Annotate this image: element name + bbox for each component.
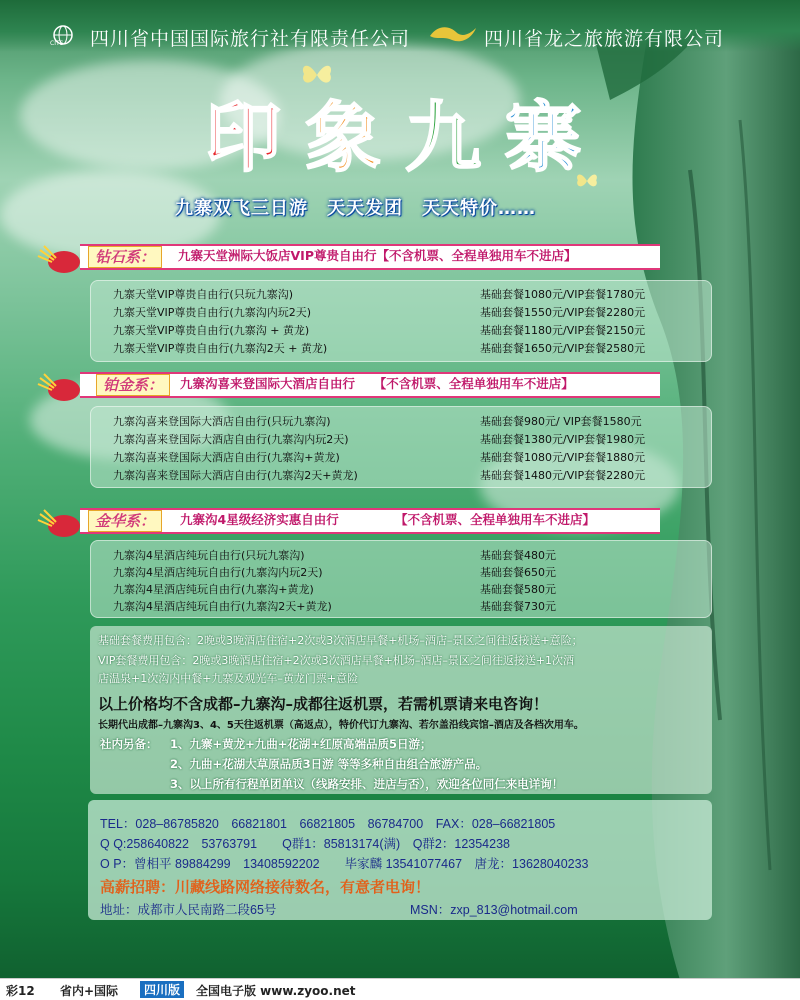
contact-qq: Q Q:258640822 53763791 Q群1：85813174(满) Q群2：12354238 — [100, 837, 510, 851]
firework-rocket-icon — [36, 506, 86, 542]
firework-rocket-icon — [36, 370, 86, 406]
title-char: 九 — [405, 93, 481, 182]
vip-package-includes: VIP套餐费用包含：2晚或3晚酒店住宿+2次或3次酒店早餐+机场–酒店–景区之间往返接送+1次酒 — [98, 654, 575, 667]
basic-package-includes: 基础套餐费用包含：2晚或3晚酒店住宿+2次或3次酒店早餐+机场–酒店–景区之间往返接送+意险； — [98, 634, 583, 647]
contact-operators: O P：曾相平 89884299 13408592202 毕家麟 13541077467 唐龙：13628040233 — [100, 857, 589, 871]
subtitle-slogan: 九寨双飞三日游 天天发团 天天特价…… — [175, 198, 536, 219]
package-price: 基础套餐1550元/VIP套餐2280元 — [480, 306, 646, 319]
package-item: 九寨沟4星酒店纯玩自由行(只玩九寨沟) — [113, 549, 305, 562]
section-desc-diamond: 九寨天堂洲际大饭店VIP尊贵自由行【不含机票、全程单独用车不进店】 — [178, 248, 577, 263]
extra-label: 社内另备： — [100, 737, 158, 751]
package-price: 基础套餐650元 — [480, 566, 556, 579]
package-price: 基础套餐730元 — [480, 600, 556, 613]
package-price: 基础套餐980元/ VIP套餐1580元 — [480, 415, 642, 428]
company-name-left: 四川省中国国际旅行社有限责任公司 — [90, 28, 411, 50]
footer-edition-badge: 四川版 — [140, 981, 184, 998]
firework-rocket-icon — [36, 242, 86, 278]
recruitment-notice: 高薪招聘：川藏线路网络接待数名，有意者电询！ — [100, 879, 431, 896]
section-desc-platinum: 九寨沟喜来登国际大酒店自由行 【不含机票、全程单独用车不进店】 — [180, 376, 574, 391]
extra-item: 3、以上所有行程单团单议（线路安排、进店与否），欢迎各位同仁来电详询！ — [170, 777, 564, 791]
extra-item: 1、九寨+黄龙+九曲+花湖+红原高端品质5日游； — [170, 737, 432, 751]
package-price: 基础套餐1380元/VIP套餐1980元 — [480, 433, 646, 446]
package-item: 九寨天堂VIP尊贵自由行(只玩九寨沟) — [113, 288, 293, 301]
main-title — [205, 92, 605, 182]
package-price: 基础套餐1180元/VIP套餐2150元 — [480, 324, 646, 337]
vip-package-includes-cont: 店温泉+1次沟内中餐+九寨及观光车–黄龙门票+意险 — [98, 672, 359, 685]
section-desc-gold: 九寨沟4星级经济实惠自由行 【不含机票、全程单独用车不进店】 — [180, 512, 595, 527]
section-name-diamond: 钻石系： — [88, 246, 162, 268]
butterfly-icon — [300, 60, 334, 90]
package-price: 基础套餐1480元/VIP套餐2280元 — [480, 469, 646, 482]
package-item: 九寨沟4星酒店纯玩自由行(九寨沟内玩2天) — [113, 566, 323, 579]
package-item: 九寨沟喜来登国际大酒店自由行(九寨沟内玩2天) — [113, 433, 349, 446]
contact-address: 地址：成都市人民南路二段65号 — [100, 903, 277, 917]
package-item: 九寨沟喜来登国际大酒店自由行(只玩九寨沟) — [113, 415, 331, 428]
package-item: 九寨天堂VIP尊贵自由行(九寨沟2天 + 黄龙) — [113, 342, 328, 355]
contact-msn: MSN：zxp_813@hotmail.com — [410, 903, 578, 917]
agent-service-note: 长期代出成都–九寨沟3、4、5天往返机票（高返点），特价代订九寨沟、若尔盖沿线宾馆–酒店及各档次用车。 — [98, 720, 584, 731]
footer-bar — [0, 978, 800, 1000]
package-item: 九寨沟4星酒店纯玩自由行(九寨沟+黄龙) — [113, 583, 314, 596]
title-char: 象 — [305, 93, 381, 182]
package-price: 基础套餐480元 — [480, 549, 556, 562]
section-name-platinum: 铂金系： — [96, 374, 170, 396]
contact-tel-fax: TEL：028–86785820 66821801 66821805 86784700 FAX：028–66821805 — [100, 817, 556, 831]
title-char: 印 — [205, 93, 281, 182]
company-name-right: 四川省龙之旅旅游有限公司 — [484, 28, 725, 50]
package-price: 基础套餐580元 — [480, 583, 556, 596]
cits-logo-text: CITS — [50, 40, 64, 47]
package-item: 九寨天堂VIP尊贵自由行(九寨沟 + 黄龙) — [113, 324, 310, 337]
package-price: 基础套餐1080元/VIP套餐1880元 — [480, 451, 646, 464]
header-bar — [0, 0, 800, 52]
footer-tagline: 全国电子版 www.zyoo.net — [196, 984, 356, 998]
page-number: 彩12 — [6, 984, 35, 998]
package-price: 基础套餐1080元/VIP套餐1780元 — [480, 288, 646, 301]
package-item: 九寨天堂VIP尊贵自由行(九寨沟内玩2天) — [113, 306, 311, 319]
extra-item: 2、九曲+花湖大草原品质3日游 等等多种自由组合旅游产品。 — [170, 757, 488, 771]
package-item: 九寨沟4星酒店纯玩自由行(九寨沟2天+黄龙) — [113, 600, 332, 613]
package-price: 基础套餐1650元/VIP套餐2580元 — [480, 342, 646, 355]
title-char: 寨 — [505, 93, 581, 182]
package-item: 九寨沟喜来登国际大酒店自由行(九寨沟2天+黄龙) — [113, 469, 358, 482]
footer-category: 省内+国际 — [60, 984, 119, 998]
section-name-gold: 金华系： — [88, 510, 162, 532]
airfare-notice: 以上价格均不含成都–九寨沟–成都往返机票，若需机票请来电咨询！ — [98, 695, 549, 713]
dragon-logo-icon — [428, 22, 478, 46]
package-item: 九寨沟喜来登国际大酒店自由行(九寨沟+黄龙) — [113, 451, 340, 464]
